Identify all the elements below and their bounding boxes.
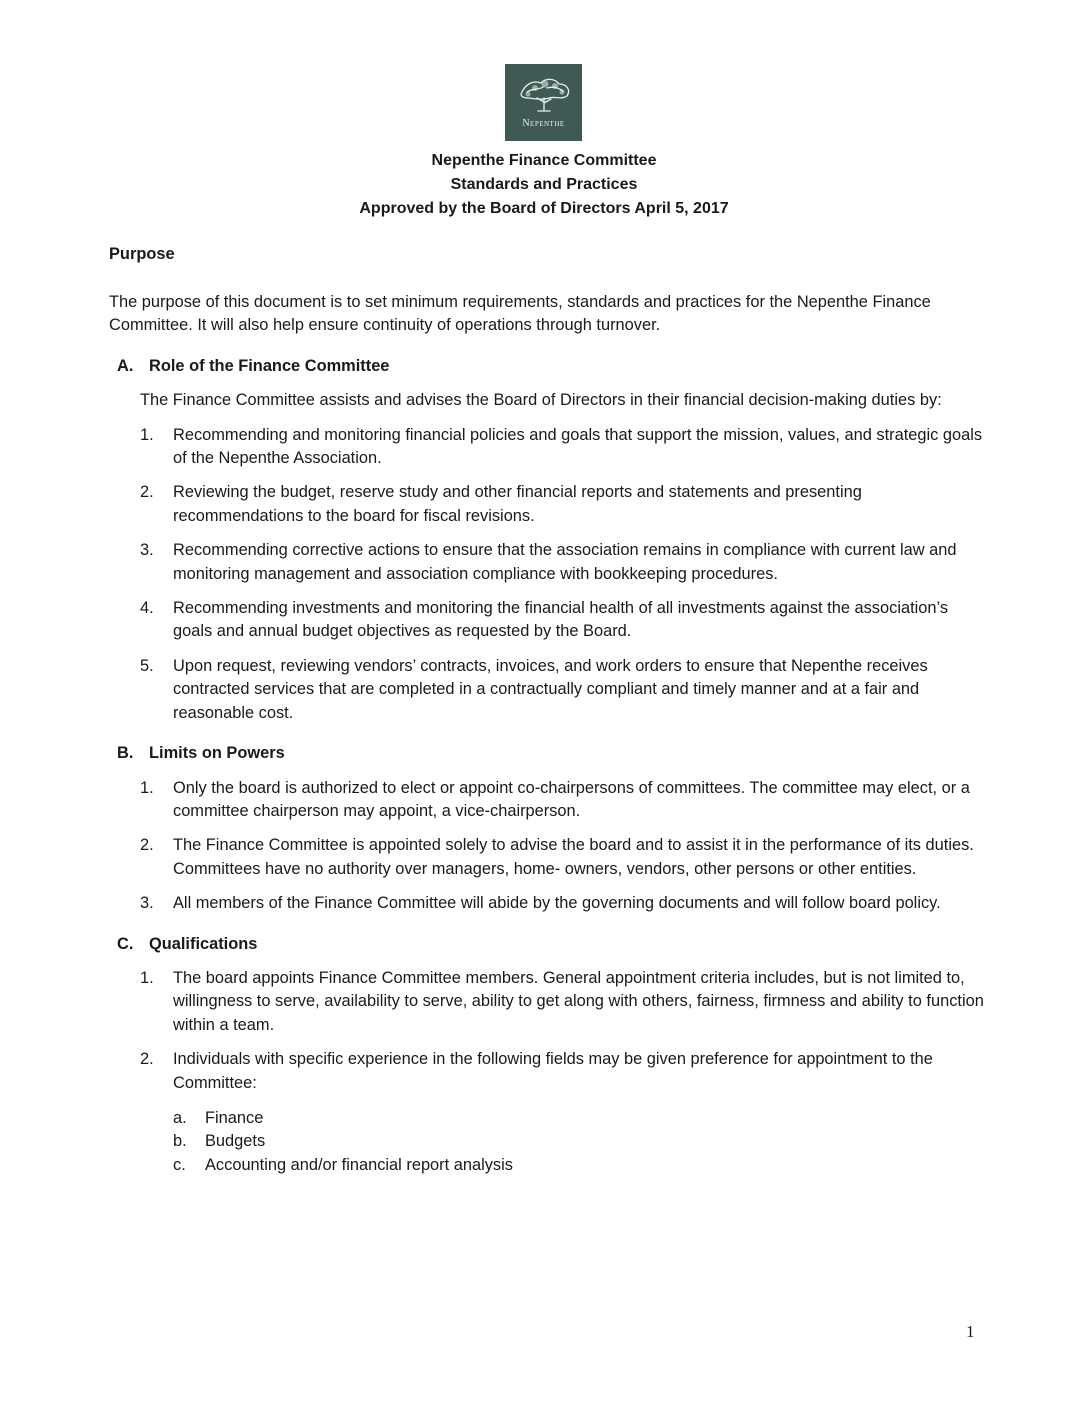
list-item-text: Only the board is authorized to elect or appoint co-chairpersons of committees. The committee may elect, or a committee chairperson may appoint, a vice-chairperson. — [173, 778, 970, 820]
page-number: 1 — [966, 1322, 975, 1341]
numbered-list — [109, 967, 984, 1177]
document-title-block — [0, 149, 1088, 221]
list-item-text: The Finance Committee is appointed solely to advise the board and to assist it in the performance of its duties. Committees have no authority over managers, home- owners, vendors, other persons or other entities. — [173, 836, 974, 878]
document-body — [109, 243, 984, 1177]
list-item-number: 4. — [140, 599, 154, 618]
list-item-text: Upon request, reviewing vendors’ contracts, invoices, and work orders to ensure that Nepenthe receives contracted services that are completed in a contractually compliant and timely manner and at a fair and reasonable cost. — [173, 656, 928, 722]
list-item-number: 1. — [140, 968, 154, 987]
sublist-item-letter: c. — [173, 1155, 186, 1174]
section-heading — [109, 355, 984, 378]
approval-line: Approved by the Board of Directors April 5, 2017 — [359, 200, 729, 217]
section-title: Role of the Finance Committee — [149, 356, 390, 375]
list-item-number: 1. — [140, 425, 154, 444]
list-item — [109, 539, 984, 586]
list-item — [109, 1048, 984, 1177]
list-item-number: 1. — [140, 778, 154, 797]
list-item-text: Recommending corrective actions to ensure that the association remains in compliance with current law and monitoring management and association compliance with bookkeeping procedures. — [173, 541, 957, 583]
list-item — [109, 834, 984, 881]
section-letter: C. — [117, 934, 134, 953]
list-item-number: 2. — [140, 1050, 154, 1069]
numbered-list — [109, 777, 984, 916]
list-item-number: 3. — [140, 894, 154, 913]
section-heading — [109, 742, 984, 765]
nepenthe-logo — [505, 64, 582, 141]
list-item-text: The board appoints Finance Committee members. General appointment criteria includes, but is not limited to, willingness to serve, availability to serve, ability to get along with others, fairness, firmness and ability to function within a team. — [173, 968, 984, 1034]
list-item — [109, 777, 984, 824]
document-title: Nepenthe Finance Committee — [431, 152, 657, 169]
sublist-item-letter: a. — [173, 1108, 187, 1127]
list-item-text: Individuals with specific experience in the following fields may be given preference for appointment to the Committee: — [173, 1050, 933, 1092]
list-item-text: Reviewing the budget, reserve study and other financial reports and statements and presenting recommendations to the board for fiscal revisions. — [173, 483, 862, 525]
list-item-number: 5. — [140, 656, 154, 675]
logo-text: Nepenthe — [522, 118, 565, 129]
list-item-number: 2. — [140, 836, 154, 855]
list-item — [109, 655, 984, 725]
list-item — [109, 892, 984, 915]
section-a — [109, 355, 984, 725]
sublist-item-letter: b. — [173, 1132, 187, 1151]
section-heading — [109, 933, 984, 956]
sublist-item-text: Finance — [205, 1108, 264, 1127]
list-item — [109, 481, 984, 528]
list-item-number: 2. — [140, 483, 154, 502]
list-item — [109, 424, 984, 471]
section-letter: B. — [117, 744, 134, 763]
list-item — [109, 967, 984, 1037]
sublist-item — [109, 1130, 984, 1153]
list-item-number: 3. — [140, 541, 154, 560]
sublist-item — [109, 1107, 984, 1130]
section-b — [109, 742, 984, 915]
list-item-text: Recommending investments and monitoring the financial health of all investments against the association’s goals and annual budget objectives as requested by the Board. — [173, 599, 949, 641]
sublist-item — [109, 1154, 984, 1177]
sublist-item-text: Accounting and/or financial report analysis — [205, 1155, 513, 1174]
section-intro: The Finance Committee assists and advises the Board of Directors in their financial decision-making duties by: — [140, 391, 942, 410]
list-item-text: Recommending and monitoring financial policies and goals that support the mission, values, and strategic goals of the Nepenthe Association. — [173, 425, 983, 468]
section-title: Limits on Powers — [149, 744, 285, 763]
document-subtitle: Standards and Practices — [450, 176, 638, 193]
tree-icon — [515, 74, 573, 116]
section-title: Qualifications — [149, 934, 258, 953]
section-c — [109, 933, 984, 1178]
sections — [109, 355, 984, 1177]
purpose-text: The purpose of this document is to set minimum requirements, standards and practices for the Nepenthe Finance Committee. It will also help ensure continuity of operations through turnover. — [109, 293, 931, 335]
lettered-sublist — [109, 1107, 984, 1177]
purpose-heading: Purpose — [109, 245, 175, 263]
list-item-text: All members of the Finance Committee will abide by the governing documents and will follow board policy. — [173, 894, 941, 913]
numbered-list — [109, 424, 984, 725]
section-letter: A. — [117, 356, 134, 375]
list-item — [109, 597, 984, 644]
sublist-item-text: Budgets — [205, 1132, 266, 1151]
